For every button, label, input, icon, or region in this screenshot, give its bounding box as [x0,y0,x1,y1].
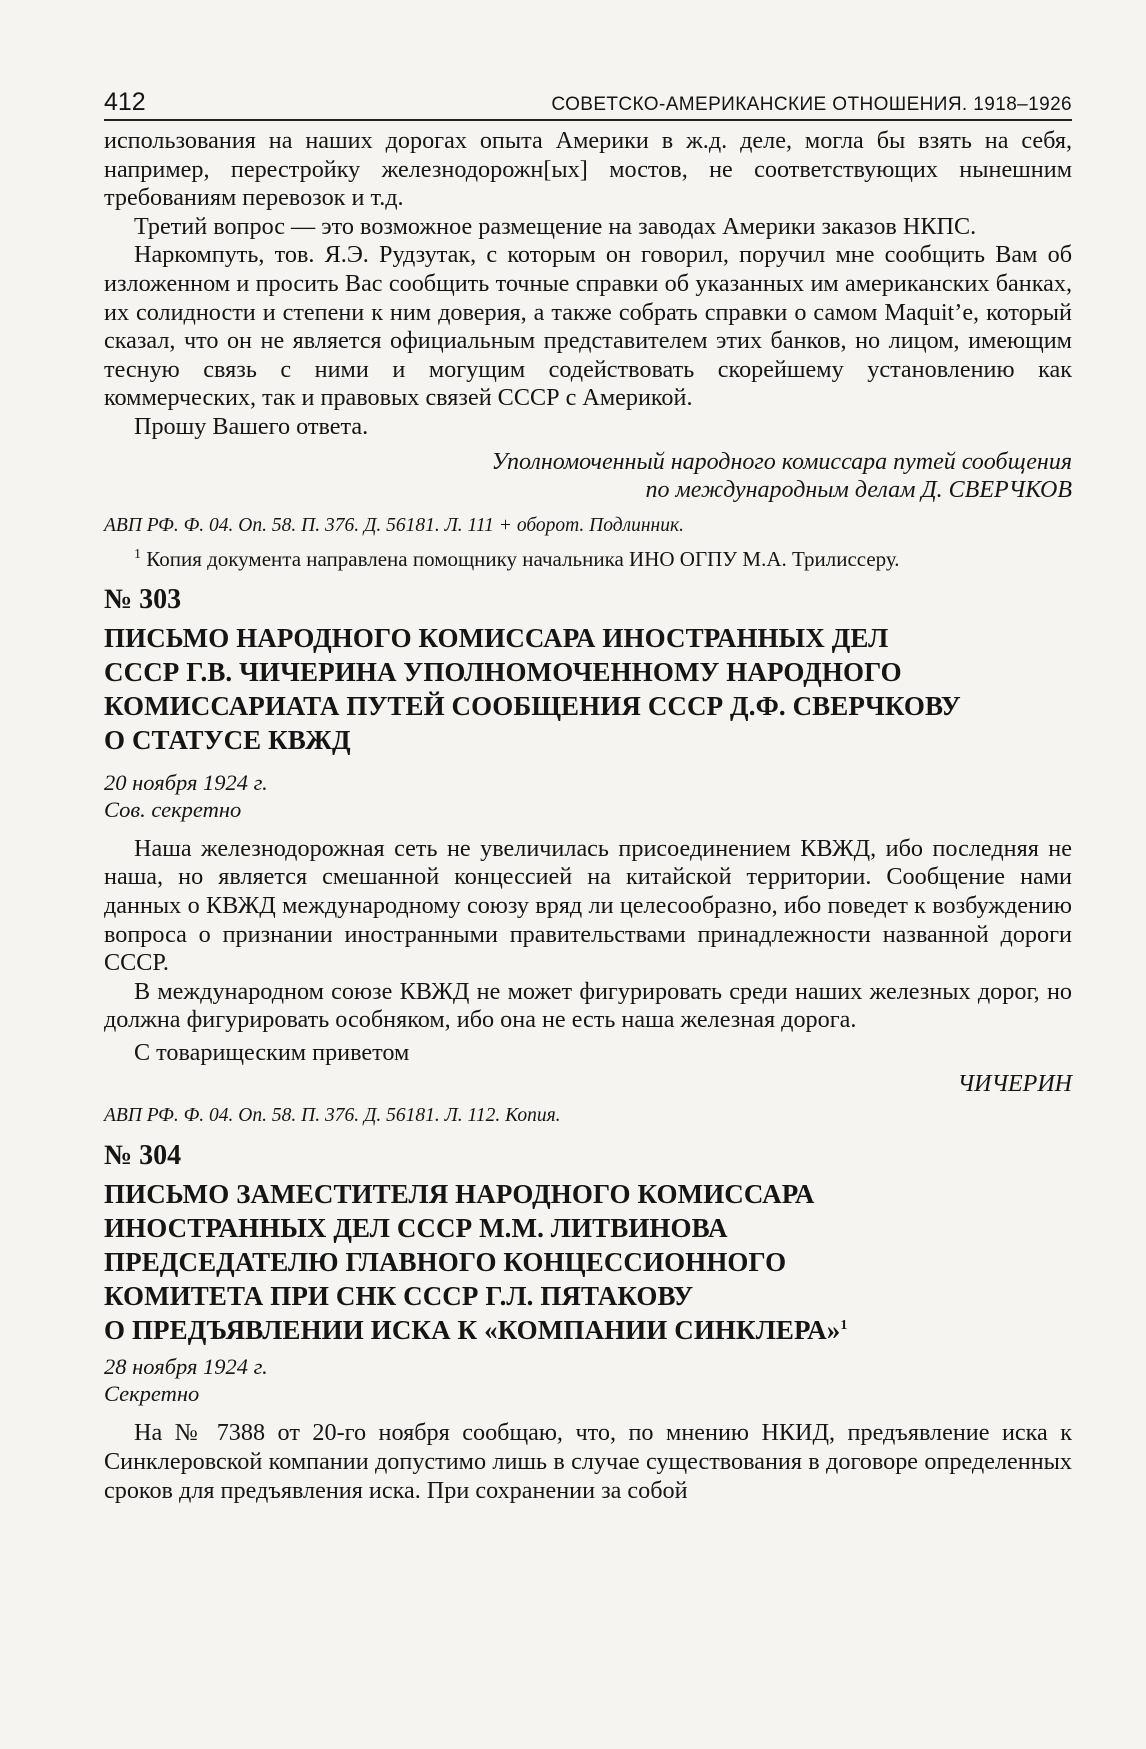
title-line: СССР Г.В. ЧИЧЕРИНА УПОЛНОМОЧЕННОМУ НАРОДНОГО [104,656,902,687]
footnote [104,545,1072,573]
paragraph: Третий вопрос — это возможное размещение на заводах Америки заказов НКПС. [134,212,977,240]
title-line: КОМИТЕТА ПРИ СНК СССР Г.Л. ПЯТАКОВУ [104,1281,694,1312]
title-line: ПРЕДСЕДАТЕЛЮ ГЛАВНОГО КОНЦЕССИОННОГО [104,1247,787,1278]
title-line [104,1313,1072,1347]
paragraph: Наркомпуть, тов. Я.Э. Рудзутак, с которым он говорил, поручил мне сообщить Вам об изложенном и просить Вас сообщить точные справки об указанных им американских банках, их солидности и степени к ним доверия, а также собрать справки о самом Maquit’e, который сказал, что он не является официальным представителем этих банков, но лицом, имеющим тесную связь с ними и могущим содействовать скорейшему установлению как коммерческих, так и правовых связей СССР с Америкой. [104,241,1072,412]
document-date: 20 ноября 1924 г. [104,769,268,795]
title-line: ИНОСТРАННЫХ ДЕЛ СССР М.М. ЛИТВИНОВА [104,1213,728,1244]
title-line: КОМИССАРИАТА ПУТЕЙ СООБЩЕНИЯ СССР Д.Ф. СВЕРЧКОВУ [104,690,961,721]
signature-line: по международным делам Д. СВЕРЧКОВ [645,477,1072,504]
signature-line: Уполномоченный народного комиссара путей сообщения [491,448,1072,475]
document-number: № 304 [104,1140,182,1172]
title-line-text: О ПРЕДЪЯВЛЕНИИ ИСКА К «КОМПАНИИ СИНКЛЕРА» [104,1315,841,1346]
classification: Секретно [104,1381,200,1407]
document-number: № 303 [104,583,182,615]
running-header [104,88,1072,121]
paragraph: Наша железнодорожная сеть не увеличилась присоединением КВЖД, ибо последняя не наша, но является смешанной концессией на китайской территории. Сообщение нами данных о КВЖД международному союзу вряд ли целесообразно, ибо поведет к возбуждению вопроса о признании иностранными правительствами принадлежности названной дороги СССР. [104,834,1072,977]
document-date: 28 ноября 1924 г. [104,1354,268,1380]
title-line: ПИСЬМО ЗАМЕСТИТЕЛЯ НАРОДНОГО КОМИССАРА [104,1179,815,1210]
page-number: 412 [104,88,146,116]
paragraph: использования на наших дорогах опыта Америки в ж.д. деле, могла бы взять на себя, например, перестройку железнодорожн[ых] мостов, не соответствующих нынешним требованиям перевозок и т.д. [104,127,1072,212]
archive-source: АВП РФ. Ф. 04. Оп. 58. П. 376. Д. 56181. Л. 112. Копия. [104,1105,561,1127]
page-content [104,88,1072,1505]
footnote-mark: 1 [134,546,141,562]
paragraph: Прошу Вашего ответа. [134,412,369,440]
running-title: СОВЕТСКО-АМЕРИКАНСКИЕ ОТНОШЕНИЯ. 1918–1926 [551,94,1072,115]
classification: Сов. секретно [104,796,242,822]
closing: С товарищеским приветом [134,1038,410,1066]
title-line: О СТАТУСЕ КВЖД [104,724,351,755]
footnote-mark: 1 [840,1318,848,1334]
document-title [104,1177,1072,1347]
signer: ЧИЧЕРИН [957,1071,1072,1098]
footnote-text: Копия документа направлена помощнику начальника ИНО ОГПУ М.А. Трилиссеру. [146,546,900,571]
paragraph: На № 7388 от 20-го ноября сообщаю, что, по мнению НКИД, предъявление иска к Синклеровской компании допустимо лишь в случае существования в договоре определенных сроков для предъявления иска. При сохранении за собой [104,1419,1072,1504]
paragraph: В международном союзе КВЖД не может фигурировать среди наших железных дорог, но должна фигурировать особняком, ибо она не есть наша железная дорога. [104,977,1072,1034]
archive-source: АВП РФ. Ф. 04. Оп. 58. П. 376. Д. 56181. Л. 111 + оборот. Подлинник. [104,514,684,536]
document-title [104,621,1072,757]
title-line: ПИСЬМО НАРОДНОГО КОМИССАРА ИНОСТРАННЫХ ДЕЛ [104,622,889,653]
